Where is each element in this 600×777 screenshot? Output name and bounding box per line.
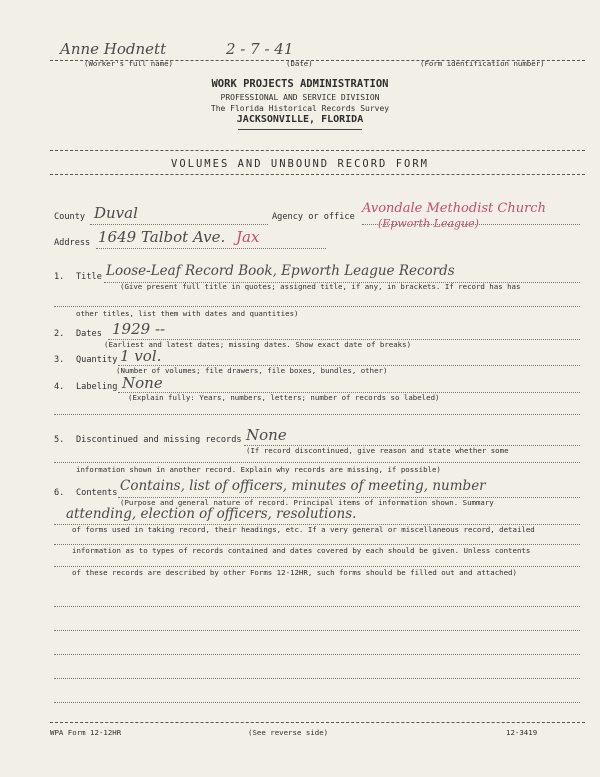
agency-label: Agency or office: [272, 212, 355, 222]
address-label: Address: [54, 238, 91, 248]
contents-help-1: (Purpose and general nature of record. Principal items of information shown. Summary: [120, 498, 494, 507]
agency-value: Avondale Methodist Church: [362, 201, 546, 216]
discontinued-value: None: [246, 426, 287, 444]
dates-num: 2.: [54, 329, 65, 339]
date-label: (Date): [286, 59, 313, 68]
contents-line-3: [54, 544, 580, 545]
title-value: Loose-Leaf Record Book, Epworth League Records: [106, 263, 455, 279]
labeling-help: (Explain fully: Years, numbers, letters; number of records so labeled): [128, 393, 440, 402]
title-label: Title: [76, 272, 102, 282]
address-line: [96, 248, 326, 249]
title-help-1: (Give present full title in quotes; assigned title, if any, in brackets. If record has has: [120, 282, 521, 291]
form-id-label: (Form identification number): [420, 59, 545, 68]
date-value: 2 - 7 - 41: [226, 40, 294, 58]
agency-title: WORK PROJECTS ADMINISTRATION: [211, 78, 389, 90]
contents-help-3: information as to types of records contained and dates covered by each should be given. Unless contents: [72, 546, 531, 555]
title-line-2: [54, 306, 580, 307]
worker-name: Anne Hodnett: [60, 40, 167, 58]
discontinued-num: 5.: [54, 435, 65, 445]
contents-help-2: of forms used in taking record, their headings, etc. If a very general or miscellaneous record, detailed: [72, 525, 535, 534]
footer-line: [50, 722, 585, 723]
discontinued-help-2: information shown in another record. Explain why records are missing, if possible): [76, 465, 441, 474]
city-underline: [238, 129, 362, 130]
discontinued-label: Discontinued and missing records: [76, 435, 242, 445]
contents-label: Contents: [76, 488, 118, 498]
dates-label: Dates: [76, 329, 102, 339]
blank-line: [54, 654, 580, 655]
contents-value-2: attending, election of officers, resolutions.: [66, 506, 357, 522]
form-number: WPA Form 12-12HR: [50, 728, 122, 737]
form-code: 12-3419: [506, 728, 538, 737]
title-top-line: [50, 150, 585, 151]
contents-help-4: of these records are described by other Forms 12-12HR, such forms should be filled out and attached): [72, 568, 517, 577]
quantity-num: 3.: [54, 355, 65, 365]
county-line: [90, 224, 268, 225]
county-label: County: [54, 212, 86, 222]
title-num: 1.: [54, 272, 65, 282]
discontinued-line-2: [54, 462, 580, 463]
form-title: VOLUMES AND UNBOUND RECORD FORM: [171, 158, 429, 170]
dates-value: 1929 --: [112, 320, 166, 338]
address-value: 1649 Talbot Ave.: [98, 228, 226, 246]
title-bottom-line: [50, 174, 585, 175]
quantity-help: (Number of volumes; file drawers, file boxes, bundles, other): [116, 366, 388, 375]
quantity-value: 1 vol.: [120, 347, 162, 365]
worker-label: (Worker's full name): [84, 59, 173, 68]
dates-help: (Earliest and latest dates; missing dates. Show exact date of breaks): [104, 340, 412, 349]
quantity-label: Quantity: [76, 355, 118, 365]
blank-line: [54, 630, 580, 631]
contents-num: 6.: [54, 488, 65, 498]
blank-line: [54, 606, 580, 607]
survey-title: The Florida Historical Records Survey: [210, 104, 390, 113]
discontinued-help-1: (If record discontinued, give reason and state whether some: [246, 446, 509, 455]
division-title: PROFESSIONAL AND SERVICE DIVISION: [220, 93, 380, 102]
labeling-label: Labeling: [76, 382, 118, 392]
contents-line-4: [54, 566, 580, 567]
city-title: JACKSONVILLE, FLORIDA: [236, 114, 364, 125]
labeling-num: 4.: [54, 382, 65, 392]
blank-line: [54, 702, 580, 703]
agency-line: [362, 224, 580, 225]
address-city: Jax: [236, 228, 260, 246]
labeling-value: None: [122, 374, 163, 392]
labeling-line-2: [54, 414, 580, 415]
blank-line: [54, 678, 580, 679]
reverse-note: (See reverse side): [248, 728, 329, 737]
title-help-2: other titles, list them with dates and quantities): [76, 309, 299, 318]
county-value: Duval: [94, 204, 138, 222]
agency-value-sub: (Epworth League): [378, 217, 479, 230]
contents-value-1: Contains, list of officers, minutes of meeting, number: [120, 478, 486, 494]
